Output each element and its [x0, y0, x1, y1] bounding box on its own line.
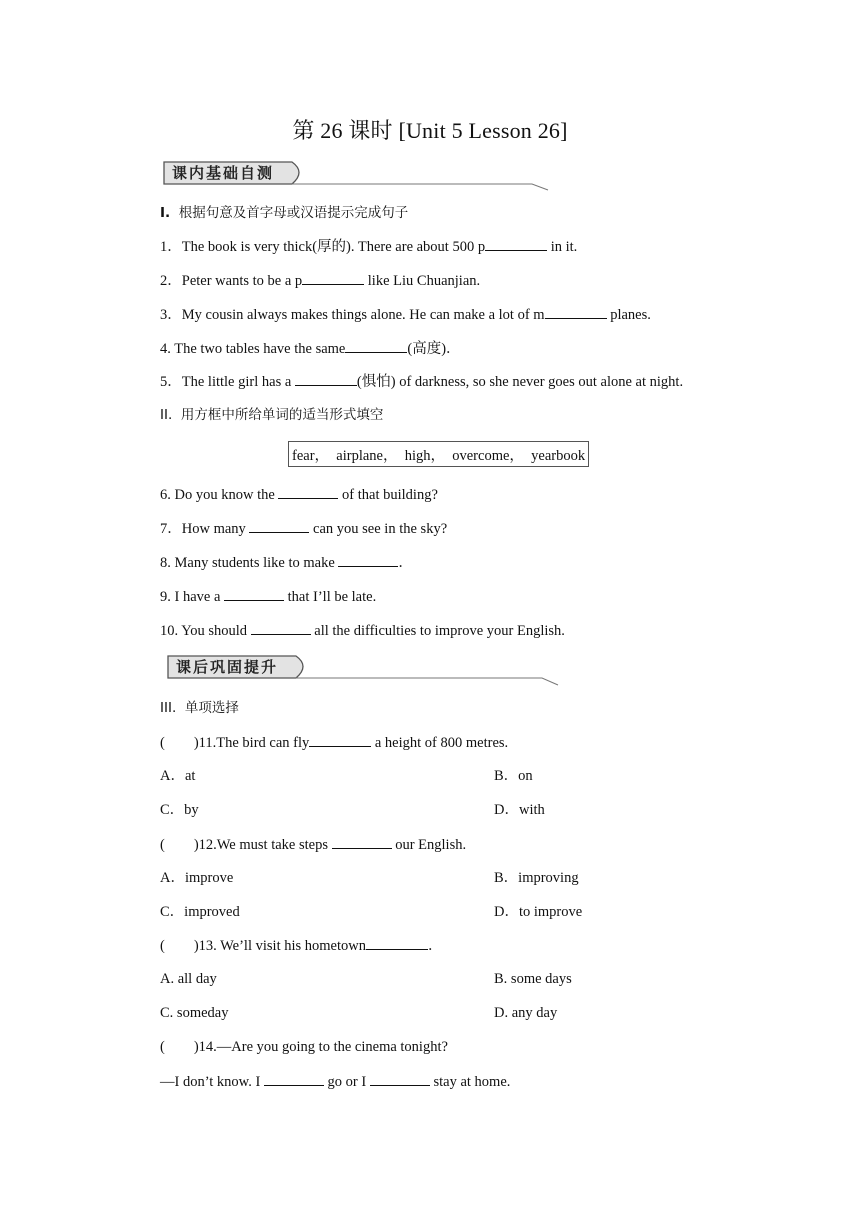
option-d[interactable]: D．with: [494, 802, 545, 818]
question-text: ( )12.We must take steps: [160, 837, 332, 853]
option-a[interactable]: A．improve: [160, 870, 234, 886]
answer-blank[interactable]: [302, 270, 364, 285]
question-text: go or I: [323, 1074, 370, 1090]
question-text: stay at home.: [429, 1074, 511, 1090]
question-4: [160, 338, 461, 359]
answer-blank[interactable]: [309, 732, 371, 747]
option-c[interactable]: C. someday: [160, 1005, 229, 1021]
question-11: [160, 732, 508, 753]
option-c[interactable]: C．improved: [160, 904, 240, 920]
question-text: that I’ll be late.: [284, 589, 377, 605]
answer-blank[interactable]: [295, 371, 357, 386]
answer-blank[interactable]: [264, 1071, 324, 1086]
banner-label: 课内基础自测: [172, 164, 275, 182]
answer-blank[interactable]: [345, 338, 407, 353]
question-text: 8. Many students like to make: [160, 555, 339, 571]
question-text: 2．Peter wants to be a p: [160, 273, 303, 289]
question-5: [160, 371, 683, 392]
answer-blank[interactable]: [485, 236, 547, 251]
page-title: 第 26 课时 [Unit 5 Lesson 26]: [292, 118, 568, 143]
option-a[interactable]: A. all day: [160, 971, 217, 987]
question-text: 7．How many: [160, 521, 250, 537]
question-text: 6. Do you know the: [160, 487, 279, 503]
question-text: a height of 800 metres.: [371, 735, 509, 751]
answer-blank[interactable]: [545, 304, 607, 319]
question-text: planes.: [606, 307, 651, 323]
question-text: (高度)．: [407, 341, 461, 357]
answer-blank[interactable]: [251, 620, 311, 635]
question-12: [160, 834, 466, 855]
section-heading: II. 用方框中所给单词的适当形式填空: [160, 407, 384, 423]
question-text: 3．My cousin always makes things alone. He can make a lot of m: [160, 307, 545, 323]
question-6: [160, 484, 438, 505]
question-text: ( )11.The bird can fly: [160, 735, 310, 751]
option-b[interactable]: B．on: [494, 768, 533, 784]
question-text: —I don’t know. I: [160, 1074, 264, 1090]
answer-blank[interactable]: [366, 935, 428, 950]
question-7: [160, 518, 447, 539]
question-text: our English.: [391, 837, 467, 853]
question-10: [160, 620, 565, 641]
answer-blank[interactable]: [370, 1071, 430, 1086]
question-text: of that building?: [338, 487, 438, 503]
question-text: 9. I have a: [160, 589, 225, 605]
answer-blank[interactable]: [278, 484, 338, 499]
answer-blank[interactable]: [224, 586, 284, 601]
question-9: [160, 586, 376, 607]
section-heading-text: 根据句意及首字母或汉语提示完成句子: [178, 205, 409, 221]
section-heading: III. 单项选择: [160, 700, 239, 716]
question-text: like Liu Chuanjian.: [364, 273, 481, 289]
question-8: [160, 552, 413, 573]
question-text: can you see in the sky?: [309, 521, 448, 537]
question-text: ．: [398, 555, 413, 571]
question-text: (惧怕) of darkness, so she never goes out alone at night.: [356, 374, 684, 390]
section-heading: [160, 203, 408, 223]
question-text: all the difficulties to improve your English.: [310, 623, 565, 639]
question-text: 4. The two tables have the same: [160, 341, 346, 357]
question-text: ( )13. We’ll visit his hometown: [160, 938, 366, 954]
answer-blank[interactable]: [249, 518, 309, 533]
option-b[interactable]: B．improving: [494, 870, 579, 886]
option-b[interactable]: B. some days: [494, 971, 572, 987]
question-14: ( )14.—Are you going to the cinema tonight?: [160, 1039, 448, 1055]
option-a[interactable]: A．at: [160, 768, 196, 784]
banner-label: 课后巩固提升: [176, 658, 279, 676]
option-d[interactable]: D. any day: [494, 1005, 558, 1021]
question-1: [160, 236, 577, 257]
question-text: 1．The book is very thick(厚的). There are about 500 p: [160, 239, 486, 255]
answer-blank[interactable]: [332, 834, 392, 849]
question-13: [160, 935, 442, 956]
question-text: 5．The little girl has a: [160, 374, 295, 390]
word-box: fear， airplane， high， overcome， yearbook: [288, 441, 589, 467]
question-text: in it.: [547, 239, 578, 255]
question-2: [160, 270, 480, 291]
question-text: ．: [427, 938, 443, 954]
question-3: [160, 304, 651, 325]
section-number: I.: [160, 205, 171, 221]
section-banner-after-class: [164, 652, 562, 682]
question-14-dialogue: [160, 1071, 510, 1092]
question-text: 10. You should: [160, 623, 251, 639]
option-c[interactable]: C．by: [160, 802, 199, 818]
section-banner-in-class: [160, 158, 552, 188]
option-d[interactable]: D．to improve: [494, 904, 583, 920]
answer-blank[interactable]: [338, 552, 398, 567]
